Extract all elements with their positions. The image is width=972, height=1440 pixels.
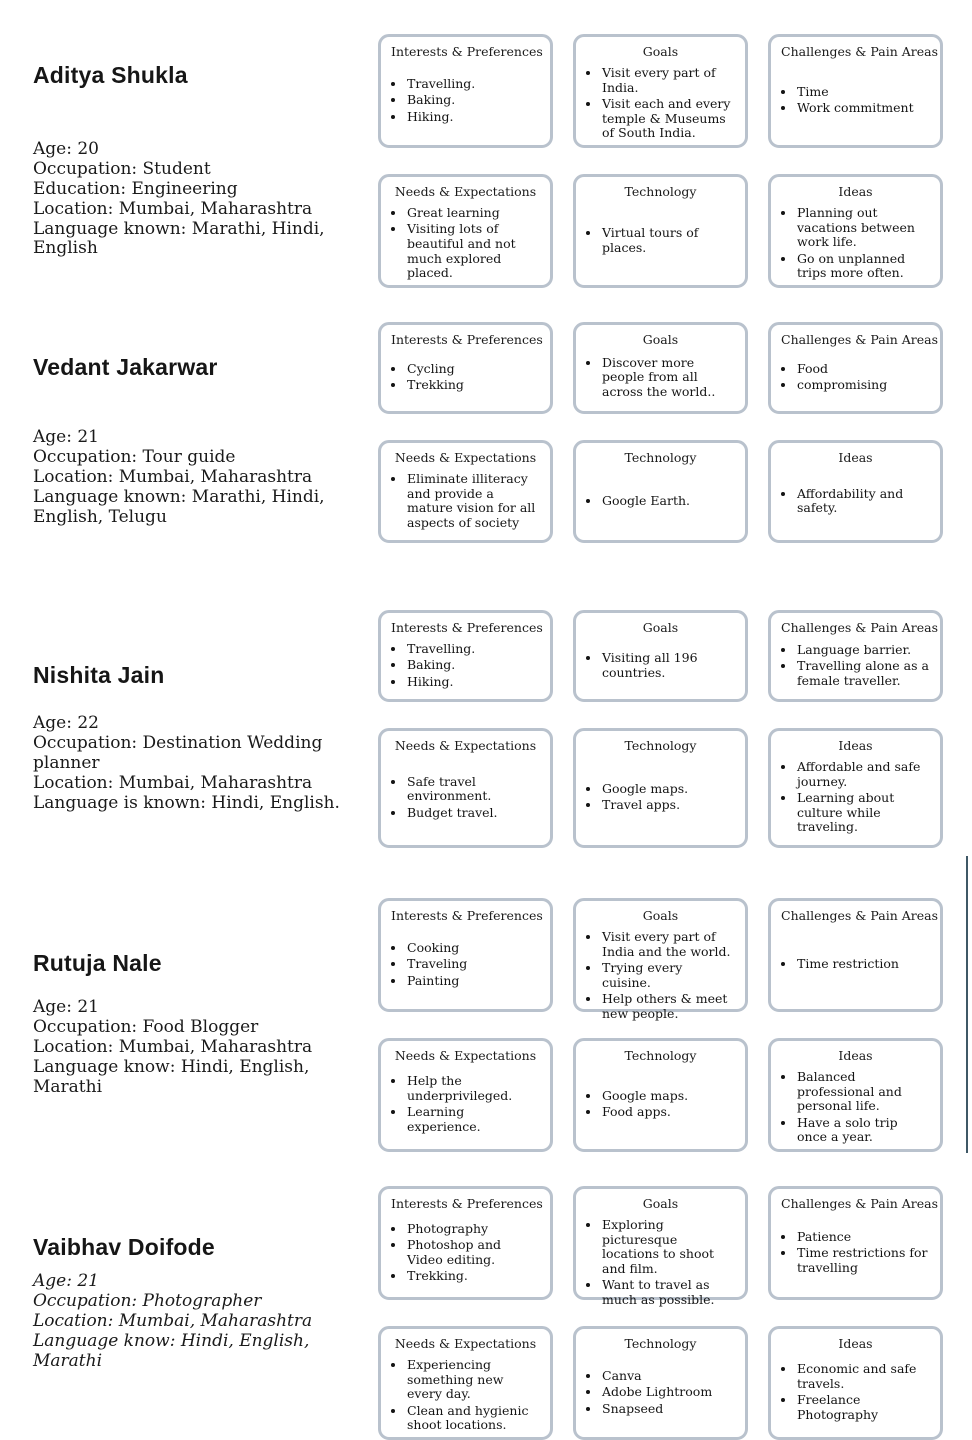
card-body xyxy=(586,1216,735,1309)
card-body xyxy=(391,1216,540,1289)
card-title: Needs & Expectations xyxy=(394,184,537,199)
persona-cards-grid xyxy=(378,864,943,1152)
card-title: Ideas xyxy=(838,1336,873,1351)
bullet-item: • Help others & meet new people. xyxy=(601,992,735,1022)
card-body xyxy=(781,928,930,1001)
bio-line: Age: 22 xyxy=(33,713,99,733)
persona-card xyxy=(573,1038,748,1152)
card-bullet-list xyxy=(391,470,540,532)
persona-card xyxy=(378,440,553,543)
card-body xyxy=(391,1068,540,1141)
persona-card xyxy=(768,1186,943,1300)
card-title: Technology xyxy=(624,184,697,199)
persona-card xyxy=(378,1326,553,1440)
persona-card xyxy=(378,728,553,848)
bullet-item: • Baking. xyxy=(406,658,540,673)
bullet-item: • compromising xyxy=(796,378,930,393)
card-title: Goals xyxy=(642,1196,679,1211)
bio-line: Location: Mumbai, Maharashtra xyxy=(33,1036,313,1057)
bio-line: Location: Mumbai, Maharashtra xyxy=(33,466,313,487)
bullet-item: • Baking. xyxy=(406,93,540,108)
card-body xyxy=(586,928,735,1023)
bullet-item: • Google maps. xyxy=(601,1089,735,1104)
bullet-item: • Experiencing something new every day. xyxy=(406,1358,540,1402)
persona-card xyxy=(378,898,553,1012)
bio-line: Age: 21 xyxy=(33,997,99,1017)
bullet-item: • Hiking. xyxy=(406,110,540,125)
bullet-item: • Discover more people from all across the world.. xyxy=(601,356,735,400)
card-body xyxy=(781,204,930,282)
card-title: Goals xyxy=(642,620,679,635)
card-bullet-list xyxy=(586,780,735,814)
card-body xyxy=(781,758,930,836)
persona-card xyxy=(768,1326,943,1440)
persona-card xyxy=(378,1038,553,1152)
persona-bio-column xyxy=(0,576,378,864)
card-title: Interests & Preferences xyxy=(391,44,543,59)
bullet-item: • Learning about culture while traveling. xyxy=(796,791,930,835)
bullet-item: • Travelling. xyxy=(406,642,540,657)
bullet-item: • Time restrictions for travelling xyxy=(796,1246,930,1276)
bullet-item: • Food apps. xyxy=(601,1105,735,1120)
bullet-item: • Visiting all 196 countries. xyxy=(601,651,735,681)
scrollbar-thumb[interactable] xyxy=(966,856,969,1153)
bullet-item: • Have a solo trip once a year. xyxy=(796,1116,930,1146)
card-body xyxy=(781,64,930,137)
card-body xyxy=(391,758,540,836)
bullet-item: • Learning experience. xyxy=(406,1105,540,1135)
card-bullet-list xyxy=(391,1220,540,1285)
bullet-item: • Visit every part of India and the world. xyxy=(601,930,735,960)
card-bullet-list xyxy=(781,641,930,690)
card-bullet-list xyxy=(781,204,930,282)
card-title: Challenges & Pain Areas xyxy=(781,620,938,635)
bio-line: Language know: Hindi, English, Marathi xyxy=(33,1330,310,1371)
bullet-item: • Trying every cuisine. xyxy=(601,961,735,991)
card-body xyxy=(586,204,735,277)
bullet-item: • Affordable and safe journey. xyxy=(796,760,930,790)
bullet-item: • Food xyxy=(796,362,930,377)
bullet-item: • Visit each and every temple & Museums of South India. xyxy=(601,97,735,141)
card-title: Challenges & Pain Areas xyxy=(781,908,938,923)
bio-line: Age: 21 xyxy=(33,1271,99,1291)
card-bullet-list xyxy=(391,940,540,990)
card-title: Needs & Expectations xyxy=(394,1336,537,1351)
persona-card xyxy=(573,440,748,543)
bullet-item: • Adobe Lightroom xyxy=(601,1385,735,1400)
card-bullet-list xyxy=(781,1361,930,1425)
card-body xyxy=(391,64,540,137)
card-bullet-list xyxy=(586,928,735,1023)
bullet-item: • Patience xyxy=(796,1230,930,1245)
persona-bio xyxy=(33,998,368,1097)
card-bullet-list xyxy=(391,1356,540,1434)
persona-cards-grid xyxy=(378,1152,943,1440)
card-body xyxy=(391,1356,540,1434)
card-body xyxy=(586,1068,735,1141)
card-bullet-list xyxy=(586,1368,735,1418)
card-title: Technology xyxy=(624,1336,697,1351)
bio-line: Language known: Marathi, Hindi, English, Telugu xyxy=(33,486,325,527)
card-body xyxy=(586,1356,735,1429)
card-title: Technology xyxy=(624,738,697,753)
bio-line: Occupation: Tour guide xyxy=(33,446,236,467)
persona-card xyxy=(573,1186,748,1307)
bio-line: Age: 21 xyxy=(33,427,99,447)
card-body xyxy=(781,1356,930,1429)
card-bullet-list xyxy=(781,361,930,395)
card-bullet-list xyxy=(586,64,735,142)
persona-bio xyxy=(33,140,368,259)
card-title: Goals xyxy=(642,44,679,59)
persona-card xyxy=(768,322,943,414)
card-bullet-list xyxy=(586,1216,735,1309)
persona-section xyxy=(0,288,972,576)
persona-card xyxy=(768,440,943,543)
card-body xyxy=(781,1068,930,1146)
card-body xyxy=(391,204,540,282)
persona-card xyxy=(768,610,943,702)
card-title: Technology xyxy=(624,450,697,465)
bio-line: Location: Mumbai, Maharashtra xyxy=(33,1310,313,1331)
persona-card xyxy=(573,610,748,702)
bullet-item: • Trekking. xyxy=(406,1269,540,1284)
persona-card xyxy=(768,898,943,1012)
card-title: Goals xyxy=(642,908,679,923)
bullet-item: • Photography xyxy=(406,1222,540,1237)
persona-card xyxy=(573,174,748,288)
bullet-item: • Travelling alone as a female traveller. xyxy=(796,659,930,689)
persona-card xyxy=(768,728,943,848)
bullet-item: • Google Earth. xyxy=(601,494,735,509)
card-body xyxy=(586,640,735,691)
bullet-item: • Language barrier. xyxy=(796,643,930,658)
card-title: Ideas xyxy=(838,184,873,199)
bullet-item: • Canva xyxy=(601,1369,735,1384)
persona-section xyxy=(0,0,972,288)
persona-section xyxy=(0,1152,972,1440)
card-bullet-list xyxy=(781,956,930,974)
card-title: Needs & Expectations xyxy=(394,1048,537,1063)
persona-name: Nishita Jain xyxy=(33,662,165,688)
persona-card xyxy=(573,34,748,148)
bullet-item: • Google maps. xyxy=(601,782,735,797)
card-body xyxy=(781,640,930,691)
card-body xyxy=(391,470,540,532)
card-bullet-list xyxy=(391,361,540,395)
bullet-item: • Work commitment xyxy=(796,101,930,116)
persona-cards-grid xyxy=(378,0,943,288)
bullet-item: • Eliminate illiteracy and provide a mature vision for all aspects of society xyxy=(406,472,540,531)
bullet-item: • Cooking xyxy=(406,941,540,956)
card-title: Interests & Preferences xyxy=(391,1196,543,1211)
persona-cards-grid xyxy=(378,288,943,576)
persona-card xyxy=(378,174,553,288)
bio-line: Education: Engineering xyxy=(33,178,238,199)
card-title: Challenges & Pain Areas xyxy=(781,1196,938,1211)
persona-bio xyxy=(33,1272,368,1371)
card-bullet-list xyxy=(586,649,735,682)
card-body xyxy=(586,352,735,403)
bullet-item: • Budget travel. xyxy=(406,806,540,821)
card-bullet-list xyxy=(586,1088,735,1122)
card-title: Ideas xyxy=(838,1048,873,1063)
persona-card xyxy=(768,34,943,148)
bullet-item: • Hiking. xyxy=(406,675,540,690)
persona-cards-grid xyxy=(378,576,943,864)
bullet-item: • Cycling xyxy=(406,362,540,377)
persona-card xyxy=(378,34,553,148)
persona-card xyxy=(573,728,748,848)
bullet-item: • Travelling. xyxy=(406,77,540,92)
card-title: Interests & Preferences xyxy=(391,620,543,635)
card-bullet-list xyxy=(781,1228,930,1277)
bullet-item: • Visiting lots of beautiful and not much explored placed. xyxy=(406,222,540,281)
card-title: Goals xyxy=(642,332,679,347)
bullet-item: • Economic and safe travels. xyxy=(796,1362,930,1392)
bio-line: Language know: Hindi, English, Marathi xyxy=(33,1056,310,1097)
card-title: Ideas xyxy=(838,738,873,753)
persona-name: Vedant Jakarwar xyxy=(33,354,218,380)
persona-section xyxy=(0,576,972,864)
card-title: Needs & Expectations xyxy=(394,450,537,465)
card-title: Technology xyxy=(624,1048,697,1063)
bullet-item: • Want to travel as much as possible. xyxy=(601,1278,735,1308)
card-bullet-list xyxy=(391,773,540,822)
card-body xyxy=(391,352,540,403)
card-bullet-list xyxy=(586,492,735,510)
persona-section xyxy=(0,864,972,1152)
card-title: Interests & Preferences xyxy=(391,908,543,923)
persona-bio xyxy=(33,714,368,813)
bullet-item: • Help the underprivileged. xyxy=(406,1074,540,1104)
bullet-item: • Affordability and safety. xyxy=(796,487,930,517)
persona-bio-column xyxy=(0,864,378,1152)
bullet-item: • Clean and hygienic shoot locations. xyxy=(406,1404,540,1434)
bio-line: Occupation: Destination Wedding planner xyxy=(33,732,323,773)
bullet-item: • Go on unplanned trips more often. xyxy=(796,252,930,282)
bullet-item: • Time restriction xyxy=(796,957,930,972)
bio-line: Occupation: Photographer xyxy=(33,1290,262,1311)
persona-card xyxy=(573,898,748,1021)
bullet-item: • Planning out vacations between work life. xyxy=(796,206,930,250)
card-bullet-list xyxy=(391,641,540,691)
persona-bio-column xyxy=(0,288,378,576)
bullet-item: • Freelance Photography xyxy=(796,1393,930,1423)
persona-bio-column xyxy=(0,1152,378,1440)
card-bullet-list xyxy=(781,1068,930,1146)
persona-card xyxy=(573,1326,748,1440)
bio-line: Location: Mumbai, Maharashtra xyxy=(33,772,313,793)
bullet-item: • Great learning xyxy=(406,206,540,221)
card-body xyxy=(391,928,540,1001)
card-title: Interests & Preferences xyxy=(391,332,543,347)
card-body xyxy=(586,470,735,532)
card-bullet-list xyxy=(391,1073,540,1137)
card-title: Challenges & Pain Areas xyxy=(781,44,938,59)
card-title: Challenges & Pain Areas xyxy=(781,332,938,347)
card-bullet-list xyxy=(391,76,540,126)
bullet-item: • Balanced professional and personal life. xyxy=(796,1070,930,1114)
card-title: Needs & Expectations xyxy=(394,738,537,753)
bullet-item: • Photoshop and Video editing. xyxy=(406,1238,540,1268)
card-title: Ideas xyxy=(838,450,873,465)
bullet-item: • Trekking xyxy=(406,378,540,393)
bullet-item: • Virtual tours of places. xyxy=(601,226,735,256)
bullet-item: • Exploring picturesque locations to shoot and film. xyxy=(601,1218,735,1277)
persona-bio-column xyxy=(0,0,378,288)
bullet-item: • Travel apps. xyxy=(601,798,735,813)
card-bullet-list xyxy=(781,485,930,518)
card-bullet-list xyxy=(586,224,735,257)
card-body xyxy=(781,470,930,532)
persona-bio xyxy=(33,428,368,527)
bullet-item: • Traveling xyxy=(406,957,540,972)
card-bullet-list xyxy=(391,204,540,282)
bio-line: Occupation: Student xyxy=(33,158,211,179)
bio-line: Language known: Marathi, Hindi, English xyxy=(33,218,325,259)
card-bullet-list xyxy=(781,758,930,836)
persona-card xyxy=(768,174,943,288)
card-body xyxy=(391,640,540,691)
persona-name: Vaibhav Doifode xyxy=(33,1234,215,1260)
persona-card xyxy=(378,322,553,414)
bullet-item: • Time xyxy=(796,85,930,100)
persona-name: Rutuja Nale xyxy=(33,950,162,976)
bio-line: Occupation: Food Blogger xyxy=(33,1016,259,1037)
card-body xyxy=(586,758,735,836)
card-body xyxy=(586,64,735,142)
bio-line: Location: Mumbai, Maharashtra xyxy=(33,198,313,219)
persona-card xyxy=(378,1186,553,1300)
bullet-item: • Painting xyxy=(406,974,540,989)
card-body xyxy=(781,1216,930,1289)
persona-card xyxy=(378,610,553,702)
bio-line: Language is known: Hindi, English. xyxy=(33,792,340,813)
bullet-item: • Snapseed xyxy=(601,1402,735,1417)
persona-card xyxy=(768,1038,943,1152)
bullet-item: • Visit every part of India. xyxy=(601,66,735,96)
bullet-item: • Safe travel environment. xyxy=(406,775,540,805)
card-bullet-list xyxy=(781,84,930,118)
persona-card xyxy=(573,322,748,414)
bio-line: Age: 20 xyxy=(33,139,99,159)
card-bullet-list xyxy=(586,354,735,401)
card-body xyxy=(781,352,930,403)
persona-name: Aditya Shukla xyxy=(33,62,188,88)
